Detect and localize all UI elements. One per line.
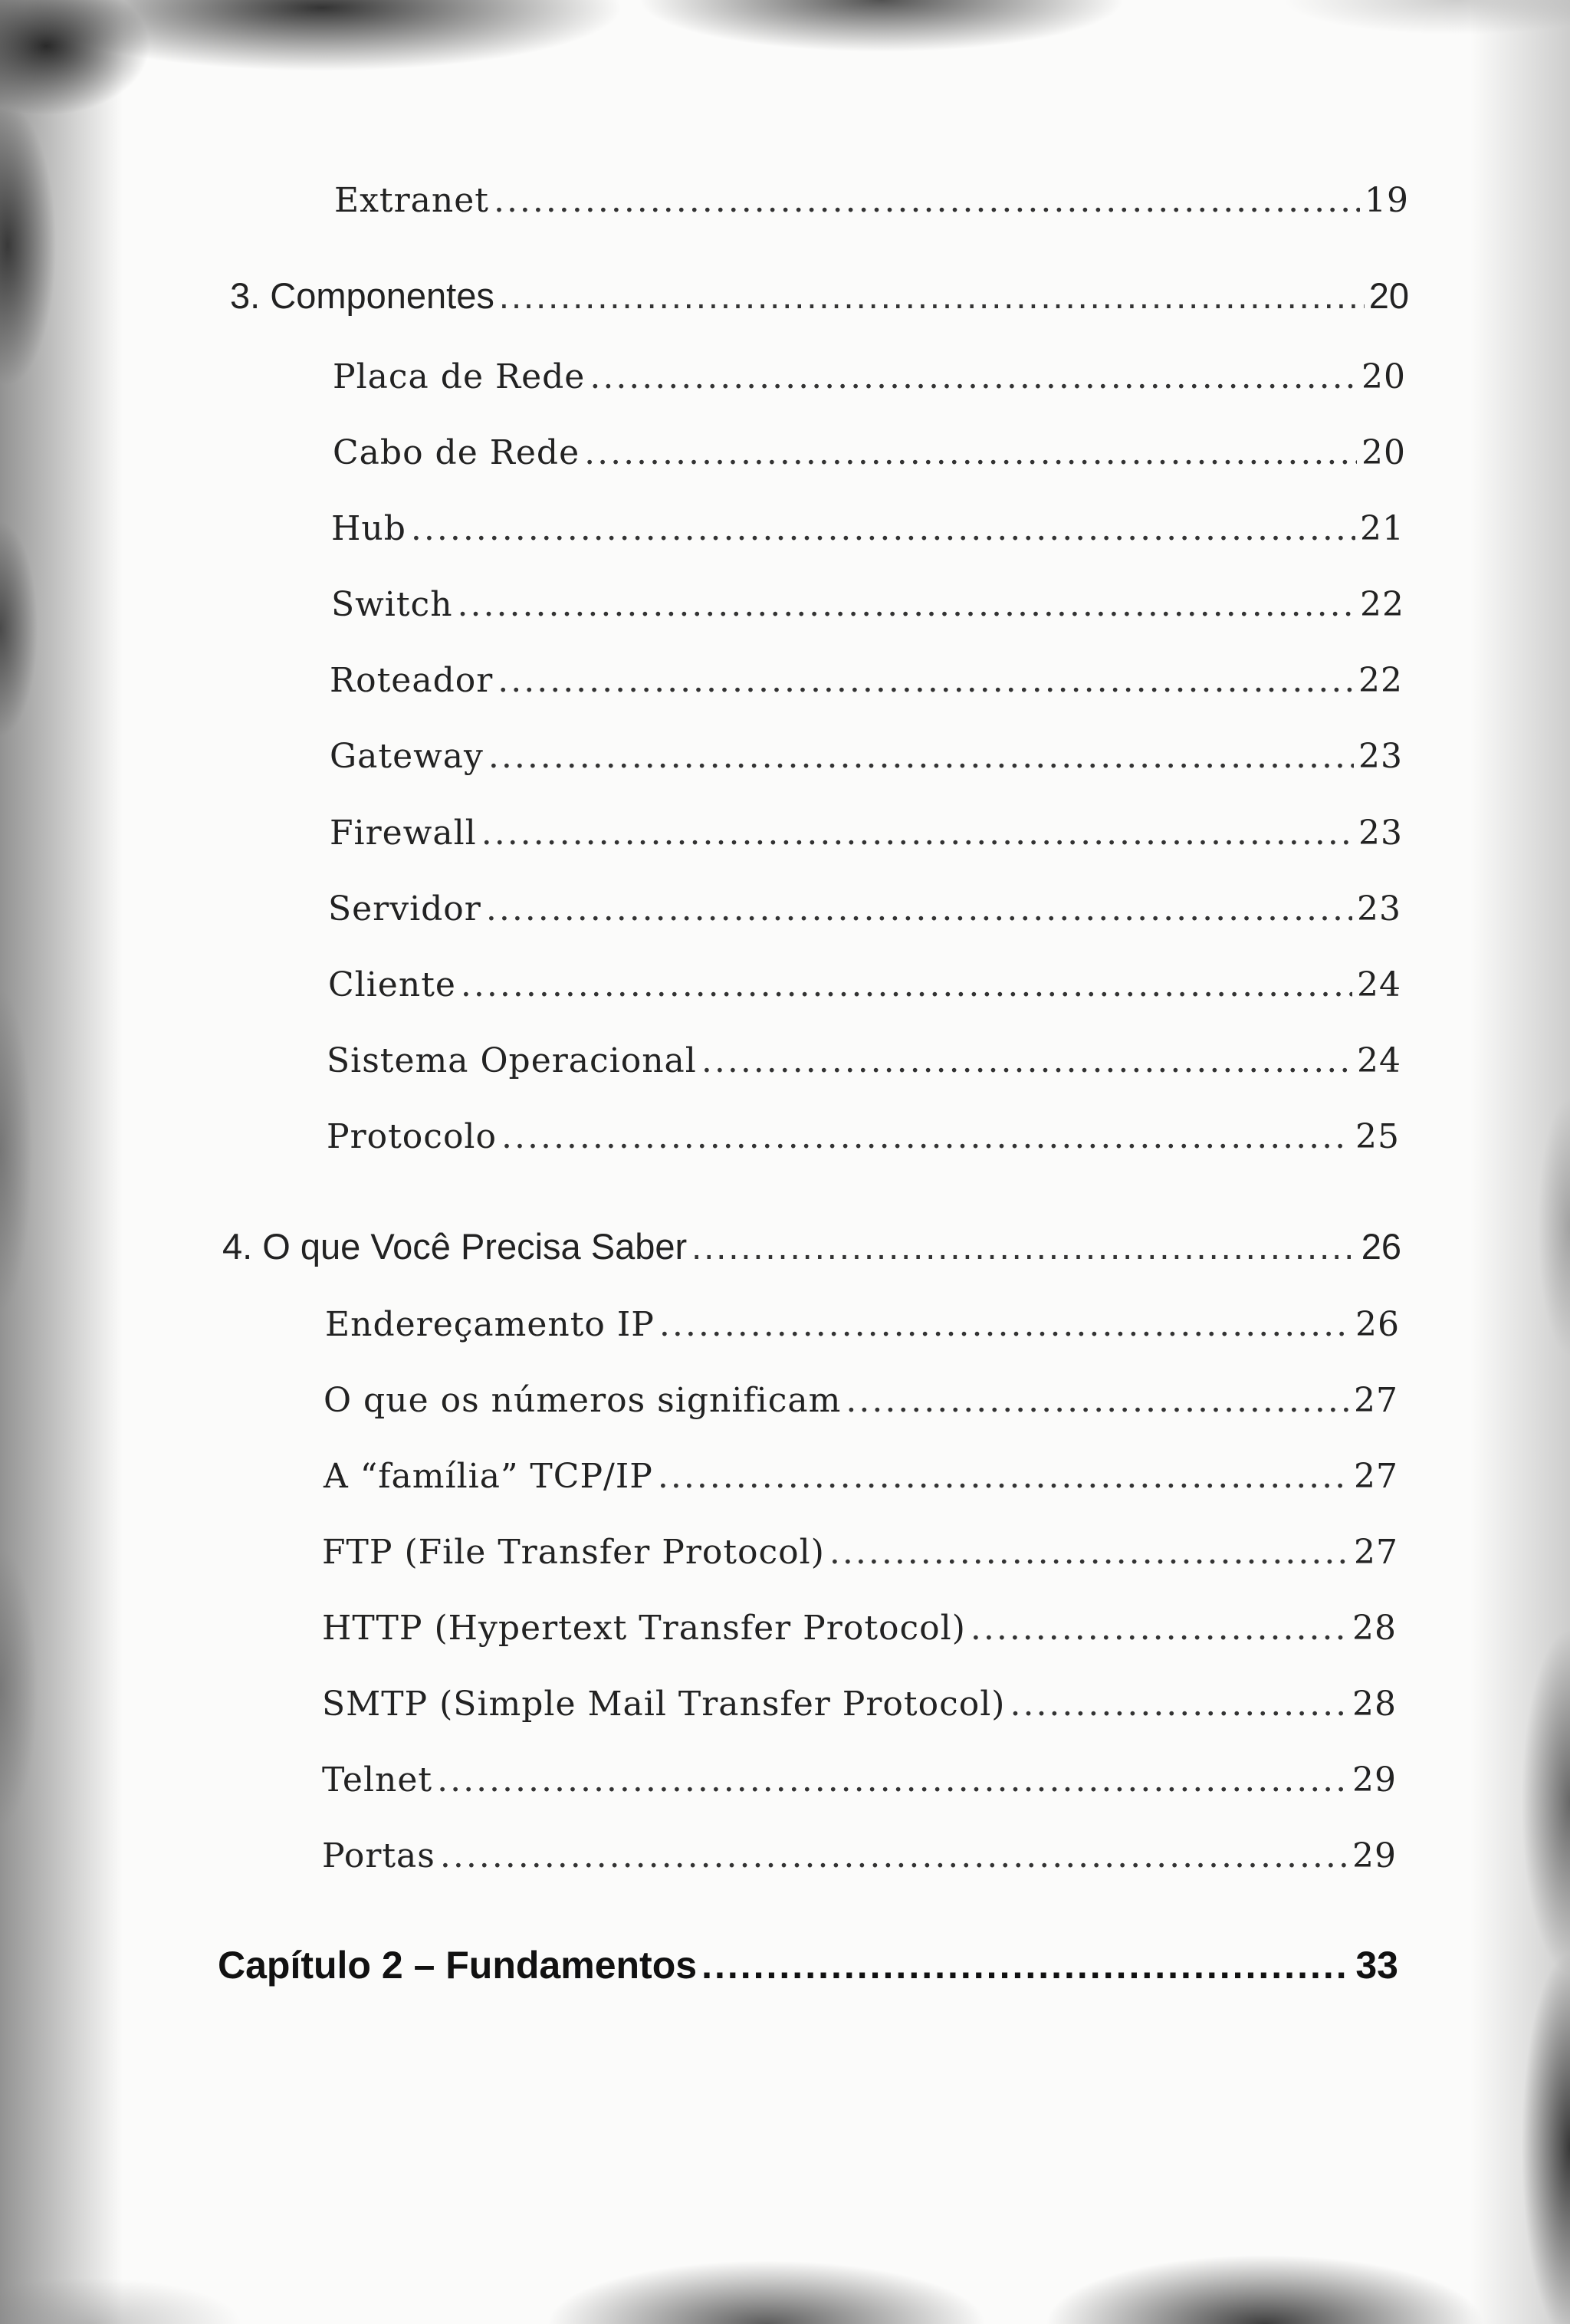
toc-entry-page: 27 [1354,1381,1398,1420]
toc-leader-dots [458,585,1355,624]
toc-entry-http [322,1609,1397,1648]
toc-entry-placa-de-rede [333,357,1406,396]
toc-entry-page: 22 [1358,661,1403,700]
toc-leader-dots [498,661,1354,700]
toc-leader-dots [829,1533,1349,1572]
toc-entry-smtp [322,1685,1397,1724]
toc-leader-dots [461,965,1352,1004]
toc-entry-page: 19 [1365,181,1409,220]
toc-entry-page: 29 [1352,1760,1397,1800]
toc-chapter-title: Capítulo 2 – Fundamentos [218,1944,698,1987]
toc-entry-page: 22 [1360,585,1404,624]
toc-entry-title: Roteador [330,661,494,700]
toc-entry-title: HTTP (Hypertext Transfer Protocol) [322,1609,966,1648]
toc-leader-dots [488,737,1354,776]
toc-entry-title: Telnet [322,1760,433,1800]
toc-entry-title: Servidor [328,889,481,929]
toc-section-componentes [230,274,1409,317]
toc-entry-protocolo [327,1117,1400,1156]
toc-entry-extranet [334,181,1409,220]
toc-entry-cliente [328,965,1401,1004]
toc-leader-dots [440,1836,1348,1875]
toc-chapter-2-fundamentos [218,1943,1398,1987]
toc-entry-title: Cabo de Rede [333,433,580,472]
toc-entry-title: FTP (File Transfer Protocol) [322,1533,825,1572]
toc-leader-dots [691,1225,1357,1267]
toc-entry-page: 27 [1354,1457,1398,1496]
toc-section-page: 26 [1361,1226,1401,1267]
toc-entry-page: 21 [1360,509,1404,548]
toc-entry-title: Extranet [334,181,489,220]
toc-entry-cabo-de-rede [333,433,1406,472]
toc-entry-title: Protocolo [327,1117,497,1156]
toc-entry-firewall [330,814,1403,853]
toc-entry-title: Placa de Rede [333,357,586,396]
toc-entry-page: 20 [1361,357,1406,396]
toc-entry-title: SMTP (Simple Mail Transfer Protocol) [322,1685,1006,1724]
toc-leader-dots [971,1609,1348,1648]
toc-leader-dots [411,509,1355,548]
toc-chapter-page: 33 [1355,1944,1398,1987]
toc-entry-page: 28 [1352,1685,1397,1724]
toc-leader-dots [701,1943,1351,1987]
toc-entry-page: 26 [1355,1305,1400,1344]
toc-entry-title: Endereçamento IP [325,1305,655,1344]
toc-entry-gateway [330,737,1403,776]
toc-entry-title: Firewall [330,814,477,853]
toc-entry-sistema-operacional [327,1041,1401,1080]
toc-leader-dots [659,1305,1351,1344]
toc-section-page: 20 [1368,275,1409,316]
toc-leader-dots [494,181,1360,220]
toc-section-title: 4. O que Você Precisa Saber [222,1226,688,1267]
toc-entry-title: Cliente [328,965,456,1004]
toc-leader-dots [590,357,1357,396]
toc-entry-portas [322,1836,1397,1875]
toc-entry-page: 24 [1357,965,1401,1004]
toc-entry-enderecamento-ip [325,1305,1400,1344]
toc-entry-switch [331,585,1404,624]
toc-entry-page: 27 [1354,1533,1398,1572]
toc-leader-dots [1010,1685,1348,1724]
toc-entry-page: 25 [1355,1117,1400,1156]
toc-entry-page: 28 [1352,1609,1397,1648]
toc-entry-ftp [322,1533,1398,1572]
toc-entry-page: 23 [1358,814,1403,853]
toc-entry-title: Sistema Operacional [327,1041,697,1080]
toc-leader-dots [481,814,1354,853]
toc-entry-title: O que os números significam [324,1381,842,1420]
toc-entry-page: 20 [1361,433,1406,472]
toc-entry-roteador [330,661,1403,700]
toc-entry-telnet [322,1760,1397,1800]
toc-entry-title: Gateway [330,737,484,776]
toc-section-o-que-voce-precisa-saber [222,1225,1401,1267]
toc-leader-dots [846,1381,1349,1420]
toc-entry-servidor [328,889,1401,929]
toc-entry-page: 29 [1352,1836,1397,1875]
toc-leader-dots [658,1457,1349,1496]
toc-leader-dots [584,433,1357,472]
toc-entry-title: Switch [331,585,453,624]
toc-leader-dots [501,1117,1351,1156]
toc-entry-page: 23 [1357,889,1401,929]
toc-entry-page: 24 [1357,1041,1401,1080]
toc-entry-title: Portas [322,1836,435,1875]
toc-leader-dots [701,1041,1352,1080]
toc-entry-o-que-os-numeros-significam [324,1381,1398,1420]
toc-section-title: 3. Componentes [230,275,494,316]
toc-leader-dots [437,1760,1348,1800]
toc-entry-page: 23 [1358,737,1403,776]
toc-entry-hub [331,509,1404,548]
toc-leader-dots [486,889,1352,929]
toc-leader-dots [499,274,1365,317]
toc-entry-title: Hub [331,509,406,548]
toc-entry-title: A “família” TCP/IP [324,1457,653,1496]
toc-entry-familia-tcp-ip [324,1457,1398,1496]
